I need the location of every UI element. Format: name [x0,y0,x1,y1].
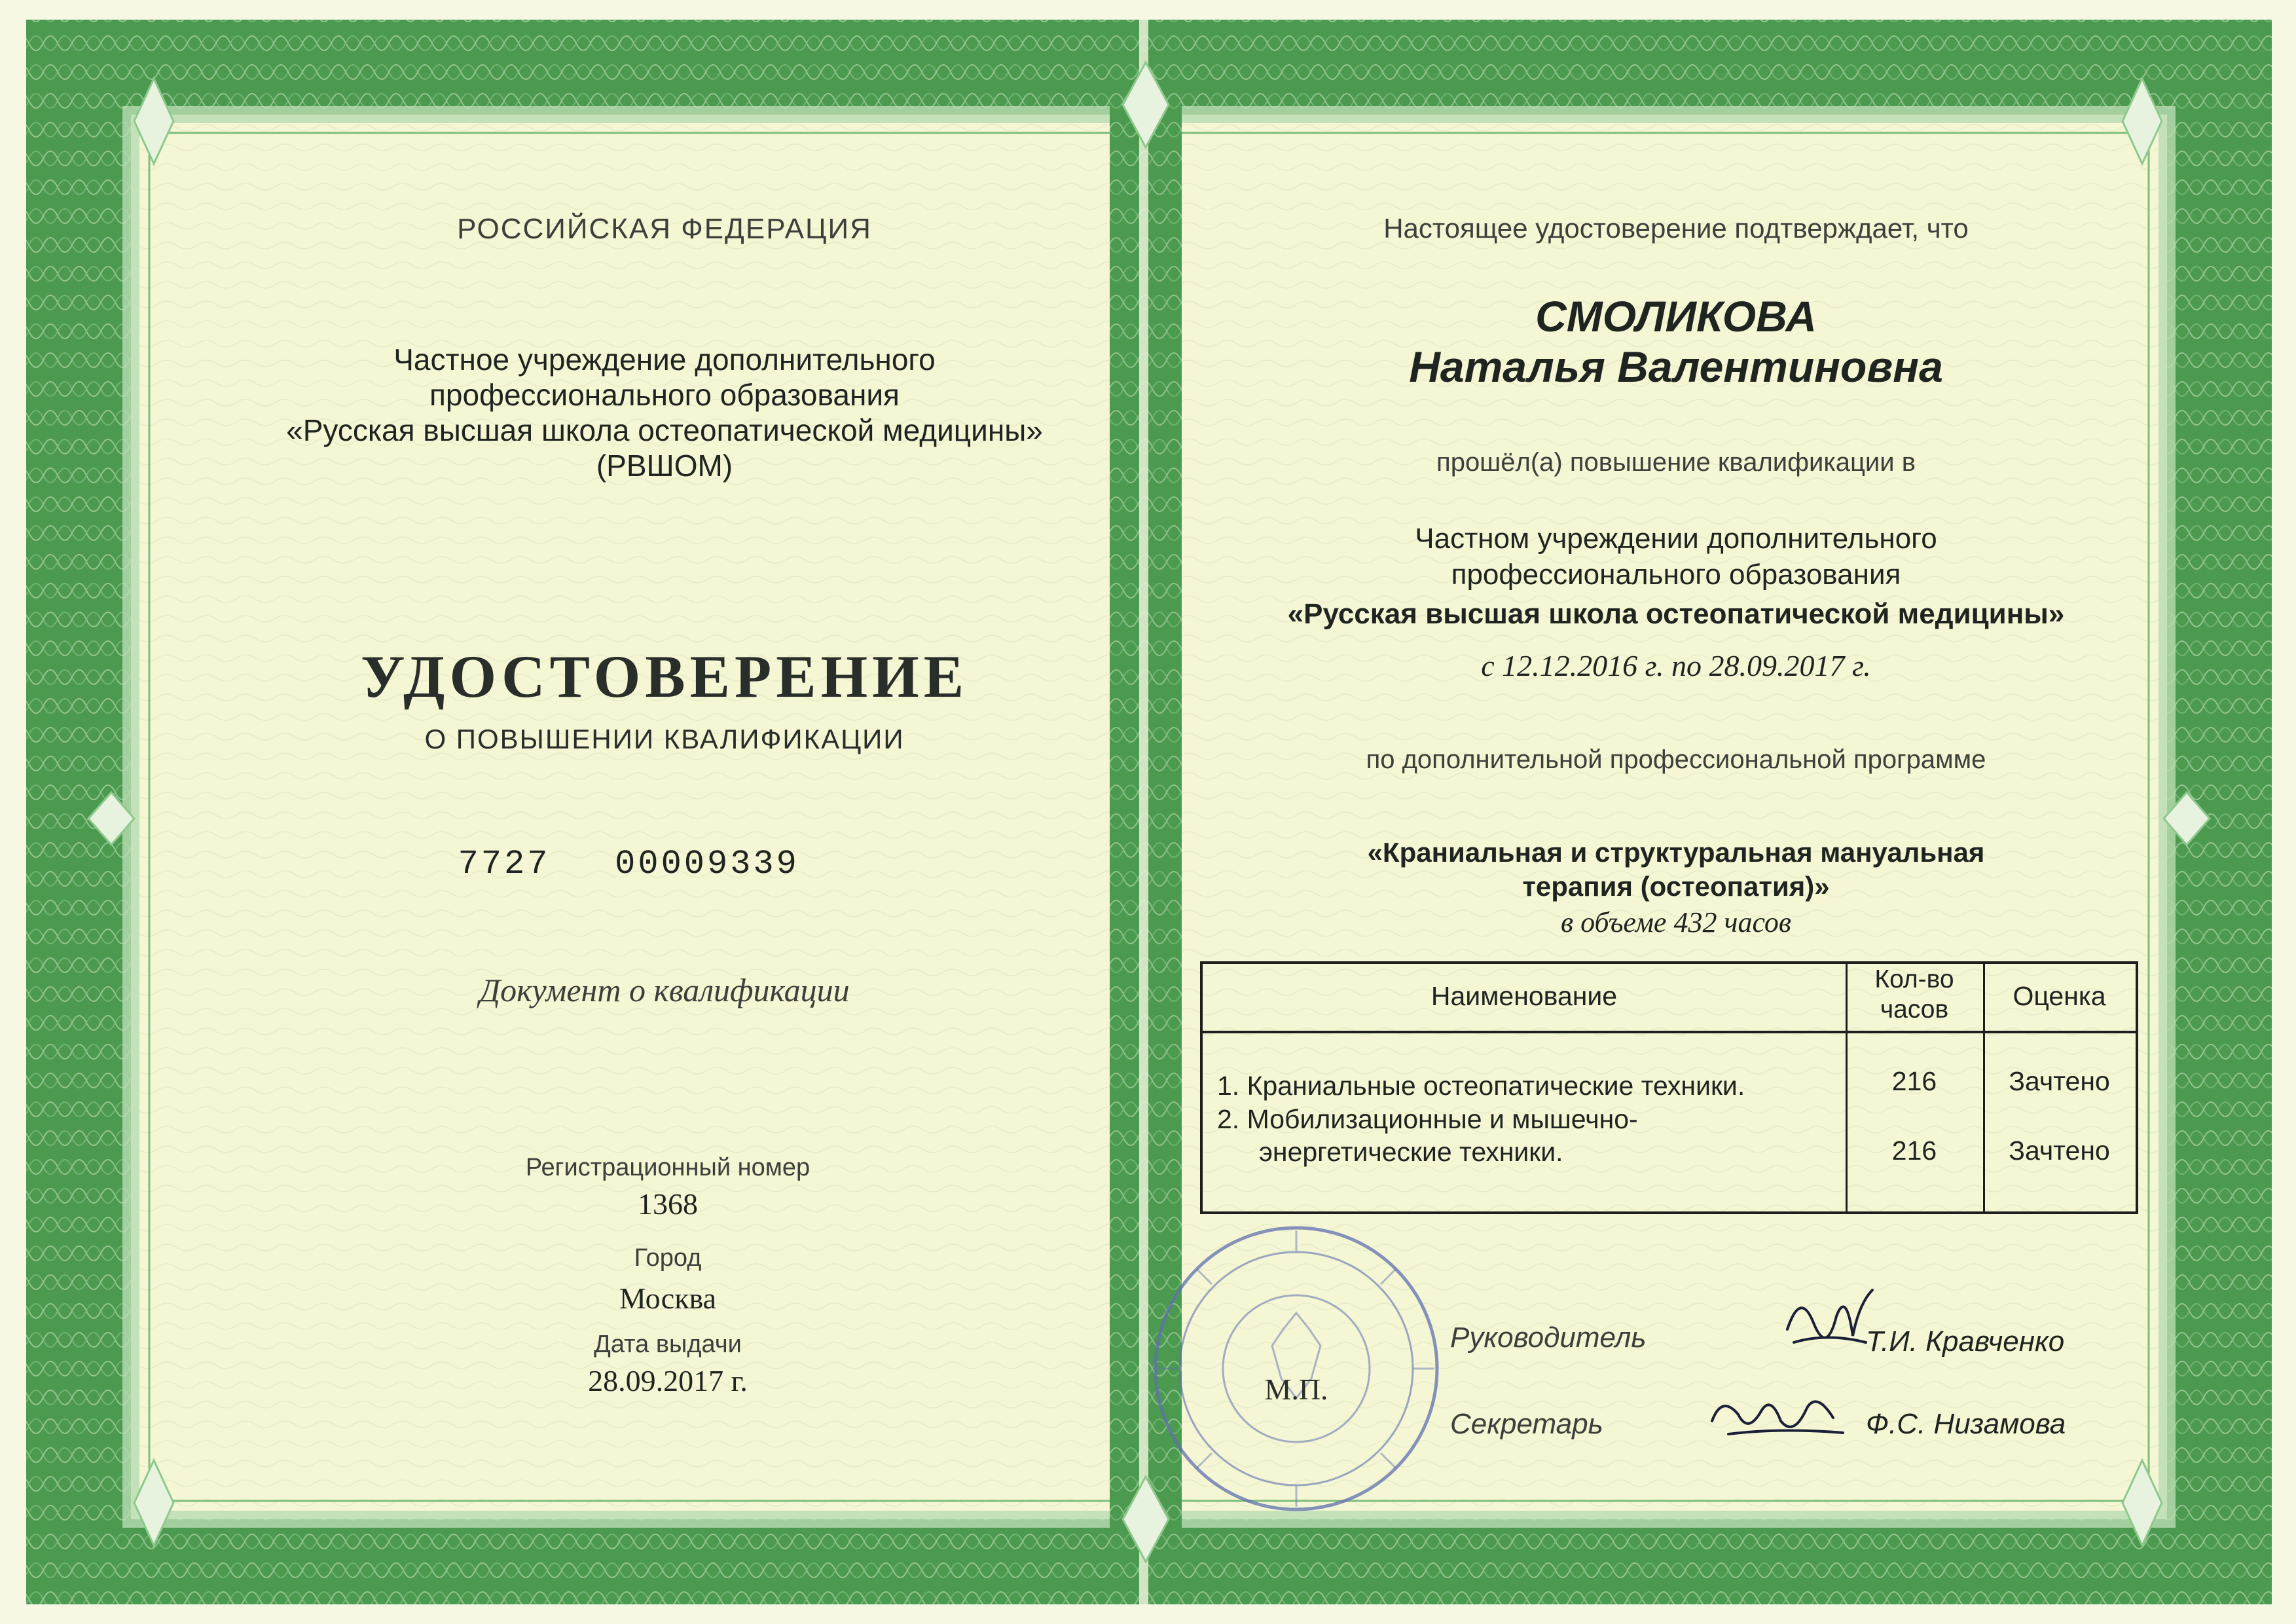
subject-hours: 216 [1891,1135,1937,1166]
training-institution-line-3: «Русская высшая школа остеопатической медицины» [1287,598,2065,630]
document-number: 00009339 [615,845,799,883]
table-header-divider [1203,1031,2136,1033]
subject-grade: Зачтено [2009,1066,2110,1096]
subjects-table [1200,961,2138,1214]
training-period: с 12.12.2016 г. по 28.09.2017 г. [1481,649,1871,682]
program-intro: по дополнительной профессиональной программе [1366,745,1986,774]
column-header-hours-1: Кол-во [1874,965,1954,993]
head-role-label: Руководитель [1450,1321,1647,1354]
subject-name: 2. Мобилизационные и мышечно- [1217,1104,1638,1134]
program-name-line-2: терапия (остеопатия)» [1522,871,1830,902]
secretary-role-label: Секретарь [1450,1408,1603,1440]
document-title: УДОСТОВЕРЕНИЕ [360,643,969,710]
subject-grade: Зачтено [2009,1135,2110,1166]
registration-number: 1368 [638,1187,698,1221]
subject-name-cont: энергетические техники. [1259,1137,1563,1167]
subject-hours: 216 [1891,1066,1937,1096]
issue-date-label: Дата выдачи [594,1331,742,1358]
training-institution-line-1: Частном учреждении дополнительного [1415,523,1937,555]
holder-given-names: Наталья Валентиновна [1409,342,1943,391]
head-name: Т.И. Кравченко [1866,1325,2065,1357]
issuer-abbreviation: (РВШОМ) [596,449,733,483]
program-name-line-1: «Краниальная и структуральная мануальная [1367,837,1985,868]
official-stamp [1149,1221,1444,1516]
training-institution-line-2: профессионального образования [1451,559,1901,591]
document-subtitle: О ПОВЫШЕНИИ КВАЛИФИКАЦИИ [424,724,905,754]
registration-label: Регистрационный номер [525,1154,811,1181]
column-header-grade: Оценка [2013,981,2106,1011]
column-header-hours-2: часов [1880,995,1949,1024]
holder-surname: СМОЛИКОВА [1535,292,1817,341]
issuer-line-1: Частное учреждение дополнительного [393,342,936,377]
city-label: Город [634,1244,702,1272]
document-series: 7727 [458,845,551,883]
program-volume: в объеме 432 часов [1561,906,1791,938]
issuer-line-3: «Русская высшая школа остеопатической медицины» [286,413,1043,447]
issuer-line-2: профессионального образования [429,378,900,412]
column-header-name: Наименование [1430,981,1618,1011]
passed-training-text: прошёл(а) повышение квалификации в [1436,448,1916,477]
issue-date: 28.09.2017 г. [588,1364,748,1397]
document-type: Документ о квалификации [479,972,850,1008]
country-label: РОССИЙСКАЯ ФЕДЕРАЦИЯ [457,213,872,245]
secretary-signature [1702,1382,1853,1454]
stamp-placeholder: М.П. [1264,1373,1328,1406]
confirmation-intro: Настоящее удостоверение подтверждает, что [1383,213,1969,244]
subject-name: 1. Краниальные остеопатические техники. [1217,1071,1745,1101]
city-value: Москва [619,1282,717,1315]
secretary-name: Ф.С. Низамова [1866,1408,2066,1440]
